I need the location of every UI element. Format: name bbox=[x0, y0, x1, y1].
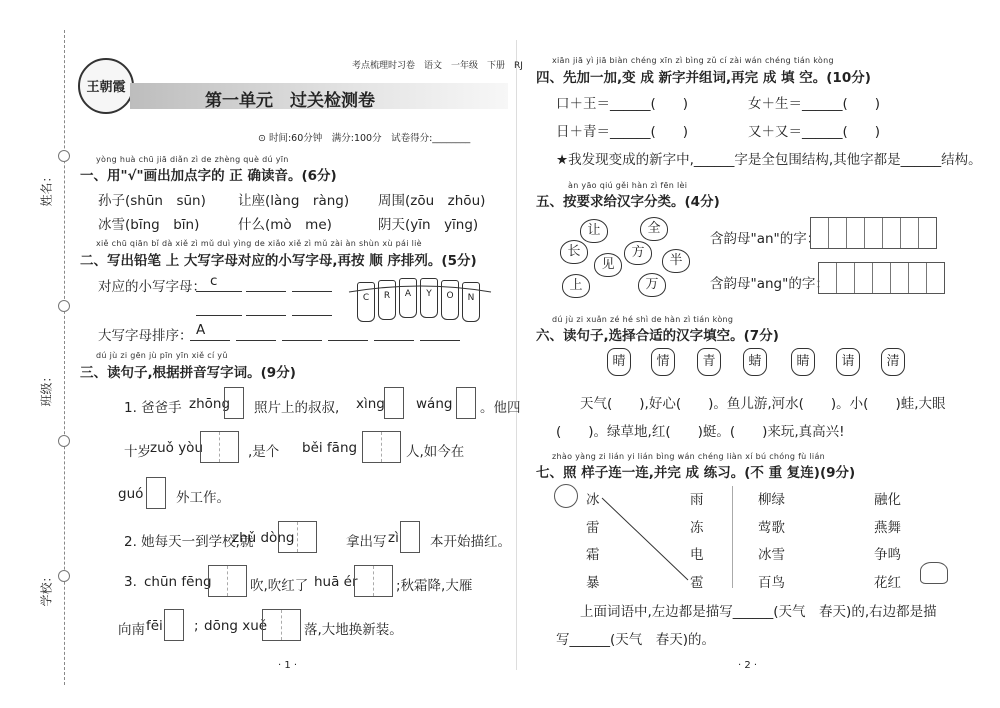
ang-writing-grid[interactable] bbox=[818, 262, 945, 294]
q3-text: 拿出写 bbox=[346, 534, 387, 550]
brand-logo bbox=[78, 58, 134, 114]
q3-text: 向南 bbox=[118, 622, 145, 638]
exam-meta: ⊙ 时间:60分钟 满分:100分 试卷得分:________ bbox=[258, 133, 471, 144]
match-col4[interactable]: 花红 bbox=[874, 575, 901, 591]
q4-note[interactable]: ★我发现变成的新字中,______字是全包围结构,其他字都是______结构。 bbox=[556, 152, 982, 168]
q3-text: 2. 她每天一到学校,就 bbox=[124, 534, 254, 550]
writing-grid[interactable] bbox=[146, 477, 166, 509]
crayon: N bbox=[462, 282, 480, 322]
apple-card[interactable]: 见 bbox=[594, 253, 622, 277]
apple-card[interactable]: 上 bbox=[562, 274, 590, 298]
crayon: O bbox=[441, 280, 459, 320]
writing-grid[interactable] bbox=[164, 609, 184, 641]
q4-equation[interactable]: 口＋王＝______( ) bbox=[556, 96, 689, 112]
q3-pinyin-word: dōng xuě bbox=[204, 618, 268, 634]
answer-blank[interactable] bbox=[282, 340, 322, 341]
q6-sentence[interactable]: ( )。绿草地,红( )蜓。( )来玩,真高兴! bbox=[556, 424, 845, 440]
q3-text: ; bbox=[194, 618, 199, 634]
q7-fill-line[interactable]: 写______(天气 春天)的。 bbox=[556, 632, 716, 648]
q3-text: ,是个 bbox=[248, 444, 280, 460]
char-jar[interactable]: 青 bbox=[697, 348, 721, 376]
apple-card[interactable]: 全 bbox=[640, 217, 668, 241]
q4-title: 四、先加一加,变 成 新字并组词,再完 成 填 空。(10分) bbox=[536, 70, 871, 86]
answer-blank[interactable] bbox=[196, 291, 242, 292]
q3-pinyin: dú jù zi gēn jù pīn yīn xiě cí yǔ bbox=[96, 351, 228, 360]
column-divider bbox=[732, 486, 733, 588]
q6-sentence[interactable]: 天气( ),好心( )。鱼儿游,河水( )。小( )蛙,大眼 bbox=[580, 396, 946, 412]
writing-grid[interactable] bbox=[278, 521, 317, 553]
q5-ang-label: 含韵母"ang"的字： bbox=[710, 276, 829, 292]
q3-text: 1. 爸爸手 bbox=[124, 400, 182, 416]
writing-grid[interactable] bbox=[362, 431, 401, 463]
q5-pinyin: àn yāo qiú gěi hàn zì fēn lèi bbox=[568, 181, 688, 190]
binding-hole-icon bbox=[58, 150, 70, 162]
q3-pinyin-word: xìng bbox=[356, 396, 385, 412]
q3-text: ;秋霜降,大雁 bbox=[396, 578, 473, 594]
q1-item[interactable]: 阴天(yīn yīng) bbox=[378, 217, 479, 233]
q1-pinyin: yòng huà chū jiā diǎn zì de zhèng què dú yīn bbox=[96, 155, 289, 164]
match-col3[interactable]: 柳绿 bbox=[758, 492, 785, 508]
apple-card[interactable]: 半 bbox=[662, 249, 690, 273]
match-col4[interactable]: 争鸣 bbox=[874, 547, 901, 563]
match-col3[interactable]: 莺歌 bbox=[758, 520, 785, 536]
q7-fill-line[interactable]: 上面词语中,左边都是描写______(天气 春天)的,右边都是描 bbox=[580, 604, 937, 620]
q3-pinyin-word: běi fāng bbox=[302, 440, 358, 456]
q3-pinyin-word: wáng bbox=[416, 396, 453, 412]
match-col4[interactable]: 融化 bbox=[874, 492, 901, 508]
q5-title: 五、按要求给汉字分类。(4分) bbox=[536, 194, 720, 210]
crayon: A bbox=[399, 278, 417, 318]
q3-text: 3. bbox=[124, 574, 137, 590]
q2-order-label: 大写字母排序： bbox=[98, 328, 193, 344]
q2-order-first: A bbox=[196, 322, 206, 338]
q3-text: 吹,吹红了 bbox=[250, 578, 309, 594]
q7-pinyin: zhào yàng zi lián yi lián bìng wán chéng liàn xí bú chóng fù lián bbox=[552, 452, 826, 461]
match-col2[interactable]: 冻 bbox=[690, 520, 704, 536]
q4-pinyin: xiān jiā yì jiā biàn chéng xīn zì bìng zǔ cí zài wán chéng tián kòng bbox=[552, 56, 834, 65]
q3-text: 人,如今在 bbox=[406, 444, 465, 460]
writing-grid[interactable] bbox=[262, 609, 301, 641]
q3-text: 本开始描红。 bbox=[430, 534, 511, 550]
match-col1[interactable]: 雷 bbox=[586, 520, 600, 536]
q3-pinyin-word: zuǒ yòu bbox=[150, 440, 203, 456]
q6-title: 六、读句子,选择合适的汉字填空。(7分) bbox=[536, 328, 779, 344]
apple-card[interactable]: 长 bbox=[560, 240, 588, 264]
apple-card[interactable]: 让 bbox=[580, 219, 608, 243]
q3-pinyin-word: chūn fēng bbox=[144, 574, 212, 590]
page-divider bbox=[516, 40, 517, 670]
writing-grid[interactable] bbox=[384, 387, 404, 419]
class-label: 班级： bbox=[39, 370, 54, 407]
match-col4[interactable]: 燕舞 bbox=[874, 520, 901, 536]
answer-blank[interactable] bbox=[190, 340, 230, 341]
flower-pot-illustration bbox=[920, 562, 948, 584]
q4-equation[interactable]: 又＋又＝______( ) bbox=[748, 124, 881, 140]
writing-grid[interactable] bbox=[200, 431, 239, 463]
q1-item[interactable]: 周围(zōu zhōu) bbox=[378, 193, 486, 209]
flower-illustration bbox=[554, 484, 578, 508]
q5-an-label: 含韵母"an"的字： bbox=[710, 231, 821, 247]
char-jar[interactable]: 睛 bbox=[791, 348, 815, 376]
q2-lower-label: 对应的小写字母： bbox=[98, 279, 206, 295]
q3-pinyin-word: zhōng bbox=[189, 396, 231, 412]
writing-grid[interactable] bbox=[456, 387, 476, 419]
answer-blank[interactable] bbox=[246, 291, 286, 292]
answer-blank[interactable] bbox=[328, 340, 368, 341]
apple-card[interactable]: 万 bbox=[638, 273, 666, 297]
match-col3[interactable]: 百鸟 bbox=[758, 575, 785, 591]
crayon: Y bbox=[420, 278, 438, 318]
answer-blank[interactable] bbox=[196, 315, 242, 316]
q3-text: 外工作。 bbox=[176, 490, 230, 506]
q3-title: 三、读句子,根据拼音写字词。(9分) bbox=[80, 365, 296, 381]
char-jar[interactable]: 情 bbox=[651, 348, 675, 376]
answer-blank[interactable] bbox=[246, 315, 286, 316]
answer-blank[interactable] bbox=[236, 340, 276, 341]
char-jar[interactable]: 请 bbox=[836, 348, 860, 376]
q3-text: 十岁 bbox=[124, 444, 151, 460]
binding-hole-icon bbox=[58, 300, 70, 312]
an-writing-grid[interactable] bbox=[810, 217, 937, 249]
name-label: 姓名： bbox=[39, 170, 54, 207]
match-col3[interactable]: 冰雪 bbox=[758, 547, 785, 563]
answer-blank[interactable] bbox=[292, 315, 332, 316]
crayon: C bbox=[357, 282, 375, 322]
match-col1[interactable]: 霜 bbox=[586, 547, 600, 563]
writing-grid[interactable] bbox=[354, 565, 393, 597]
char-jar[interactable]: 清 bbox=[881, 348, 905, 376]
match-col2[interactable]: 雹 bbox=[690, 575, 704, 591]
binding-hole-icon bbox=[58, 435, 70, 447]
example-connect-line bbox=[596, 494, 696, 586]
binding-line bbox=[64, 30, 65, 685]
q1-item[interactable]: 让座(làng ràng) bbox=[238, 193, 350, 209]
header-right-info: 考点梳理时习卷 语文 一年级 下册 RJ bbox=[352, 61, 523, 71]
crayon-illustration bbox=[345, 270, 495, 332]
char-jar[interactable]: 晴 bbox=[607, 348, 631, 376]
answer-blank[interactable] bbox=[420, 340, 460, 341]
match-col1[interactable]: 暴 bbox=[586, 575, 600, 591]
answer-blank[interactable] bbox=[374, 340, 414, 341]
q7-title: 七、照 样子连一连,并完 成 练习。(不 重 复连)(9分) bbox=[536, 465, 856, 481]
logo-text: 王朝霞 bbox=[86, 80, 126, 95]
q1-title: 一、用"√"画出加点字的 正 确读音。(6分) bbox=[80, 168, 337, 184]
page-number-left: · 1 · bbox=[278, 660, 298, 671]
binding-hole-icon bbox=[58, 570, 70, 582]
writing-grid[interactable] bbox=[208, 565, 247, 597]
q1-item[interactable]: 什么(mò me) bbox=[238, 217, 332, 233]
q3-pinyin-word: zì bbox=[388, 530, 399, 546]
writing-grid[interactable] bbox=[224, 387, 244, 419]
match-col2[interactable]: 雨 bbox=[690, 492, 704, 508]
q4-equation[interactable]: 日＋青＝______( ) bbox=[556, 124, 689, 140]
q4-equation[interactable]: 女＋生＝______( ) bbox=[748, 96, 881, 112]
answer-blank[interactable] bbox=[292, 291, 332, 292]
char-jar[interactable]: 蜻 bbox=[743, 348, 767, 376]
page-title: 第一单元 过关检测卷 bbox=[205, 91, 375, 111]
page-number-right: · 2 · bbox=[738, 660, 758, 671]
crayon: R bbox=[378, 280, 396, 320]
q3-pinyin-word: huā ér bbox=[314, 574, 358, 590]
match-col1[interactable]: 冰 bbox=[586, 492, 600, 508]
apple-card[interactable]: 方 bbox=[624, 241, 652, 265]
match-col2[interactable]: 电 bbox=[690, 547, 704, 563]
school-label: 学校： bbox=[39, 570, 54, 607]
q2-lower-first: c bbox=[210, 273, 218, 289]
q1-item[interactable]: 冰雪(bīng bīn) bbox=[98, 217, 200, 233]
q3-pinyin-word: guó bbox=[118, 486, 144, 502]
q3-pinyin-word: zhǔ dòng bbox=[232, 530, 295, 546]
writing-grid[interactable] bbox=[400, 521, 420, 553]
q1-item[interactable]: 孙子(shūn sūn) bbox=[98, 193, 206, 209]
q3-pinyin-word: fēi bbox=[146, 618, 163, 634]
q3-text: 落,大地换新装。 bbox=[304, 622, 403, 638]
q6-pinyin: dú jù zi xuǎn zé hé shì de hàn zì tián kòng bbox=[552, 315, 734, 324]
q3-text: 照片上的叔叔, bbox=[254, 400, 340, 416]
q2-title: 二、写出铅笔 上 大写字母对应的小写字母,再按 顺 序排列。(5分) bbox=[80, 253, 477, 269]
q3-text: 。他四 bbox=[480, 400, 521, 416]
q2-pinyin: xiě chū qiān bǐ dà xiě zì mǔ duì yìng de xiǎo xiě zì mǔ zài àn shùn xù pái liè bbox=[96, 239, 422, 248]
